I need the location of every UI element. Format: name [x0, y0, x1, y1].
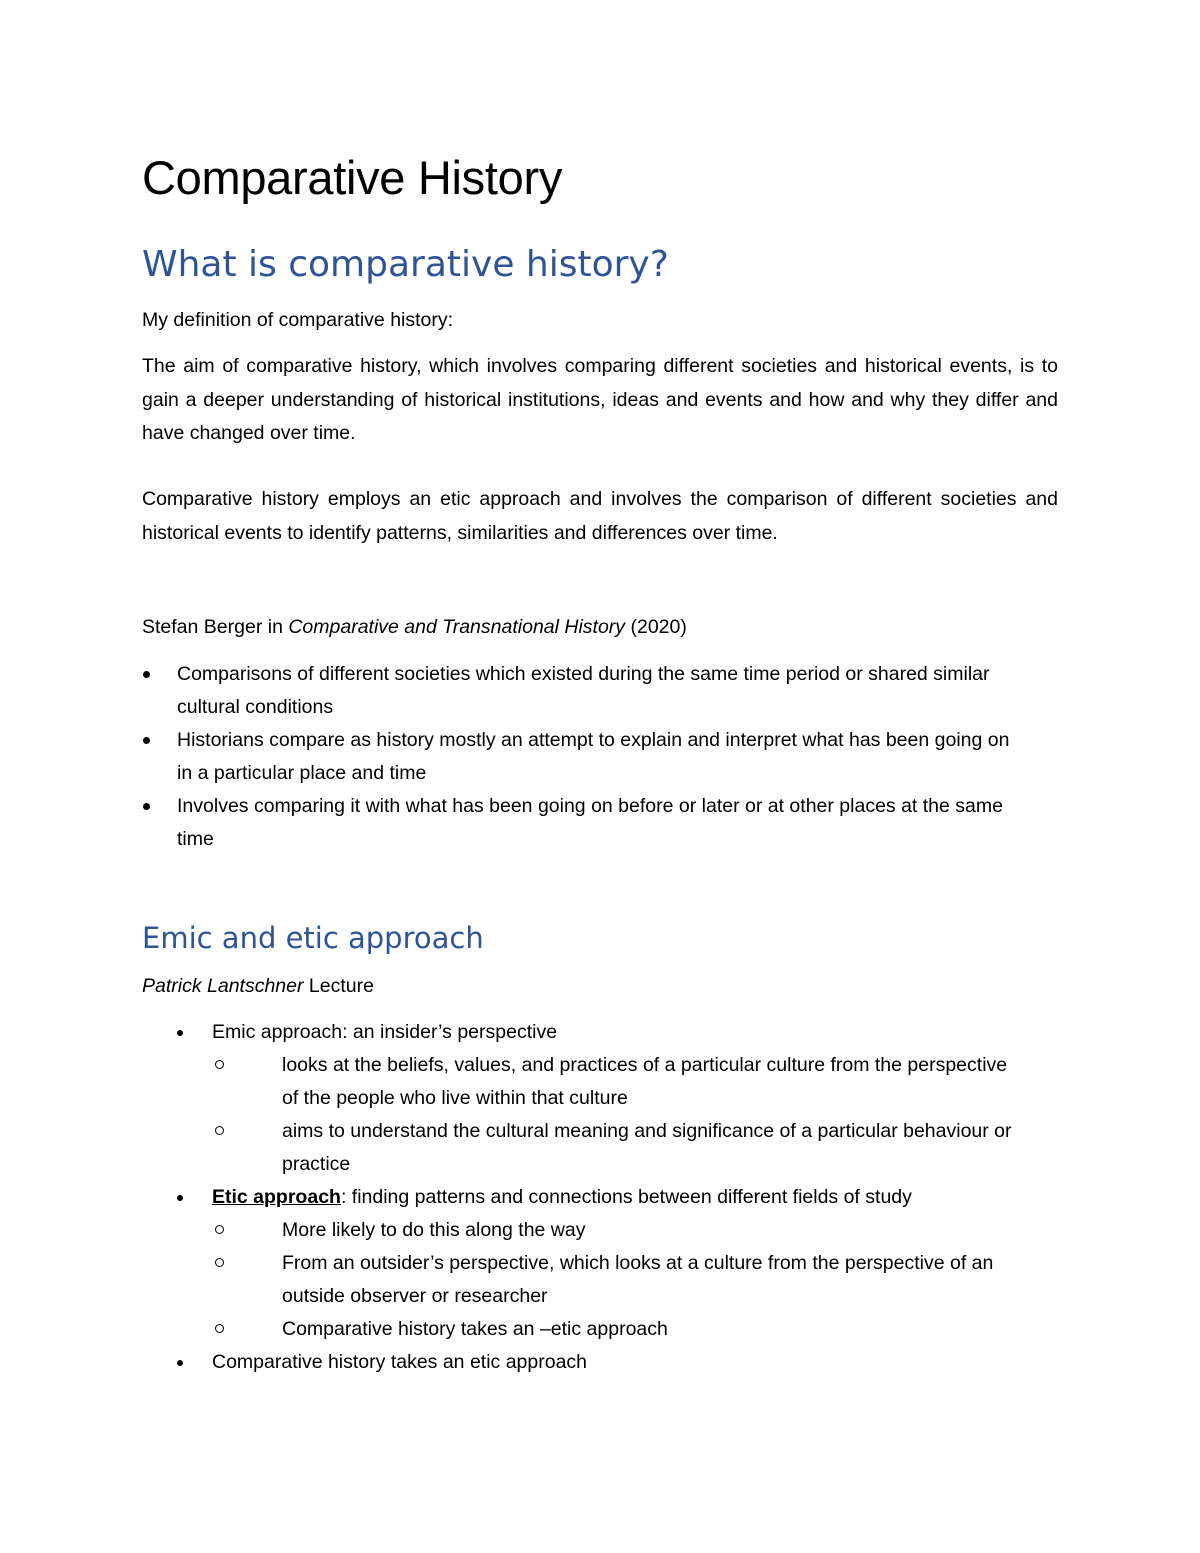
- emic-subitems: [142, 1049, 1058, 1181]
- list-item-etic: [142, 1181, 1058, 1346]
- list-item: Involves comparing it with what has been going on before or later or at other places at the same time: [142, 790, 1042, 856]
- definition-paragraph: The aim of comparative history, which involves comparing different societies and historical events, is to gain a deeper understanding of historical institutions, ideas and events and how and why they differ and have changed over time.: [142, 355, 1058, 444]
- document-title: Comparative History: [142, 151, 563, 204]
- citation-line: [142, 611, 1058, 645]
- list-item: From an outsider’s perspective, which looks at a culture from the perspective of an outside observer or researcher: [142, 1247, 1058, 1313]
- etic-paragraph: Comparative history employs an etic approach and involves the comparison of different societies and historical events to identify patterns, similarities and differences over time.: [142, 488, 1058, 544]
- lecture-suffix: Lecture: [303, 975, 374, 997]
- list-item: Comparative history takes an –etic approach: [142, 1313, 1058, 1346]
- list-item: More likely to do this along the way: [142, 1214, 1058, 1247]
- list-item: looks at the beliefs, values, and practices of a particular culture from the perspective of the people who live within that culture: [142, 1049, 1058, 1115]
- citation-author: Stefan Berger in: [142, 616, 289, 638]
- emic-label: Emic approach: an insider’s perspective: [212, 1021, 558, 1043]
- etic-term: Etic approach: [212, 1186, 341, 1208]
- list-item-emic: [142, 1016, 1058, 1181]
- section-heading-emic-etic: Emic and etic approach: [142, 921, 484, 955]
- list-item: Comparisons of different societies which existed during the same time period or shared similar cultural conditions: [142, 658, 1042, 724]
- list-item: aims to understand the cultural meaning and significance of a particular behaviour or practice: [142, 1115, 1058, 1181]
- etic-description: : finding patterns and connections between different fields of study: [340, 1186, 912, 1208]
- list-item: Historians compare as history mostly an attempt to explain and interpret what has been going on in a particular place and time: [142, 724, 1042, 790]
- citation-year: (2020): [625, 616, 687, 638]
- document-page: [142, 0, 1058, 1553]
- lecture-source: [142, 970, 1058, 1004]
- berger-bullet-list: [142, 658, 1042, 856]
- section-heading-what-is: What is comparative history?: [142, 244, 669, 285]
- definition-label: My definition of comparative history:: [142, 309, 454, 331]
- lecturer-name: Patrick Lantschner: [142, 975, 304, 997]
- citation-work-title: Comparative and Transnational History: [288, 616, 626, 638]
- list-item-final: Comparative history takes an etic approach: [142, 1346, 1058, 1379]
- etic-subitems: [142, 1214, 1058, 1346]
- approach-bullet-list: [142, 1016, 1058, 1379]
